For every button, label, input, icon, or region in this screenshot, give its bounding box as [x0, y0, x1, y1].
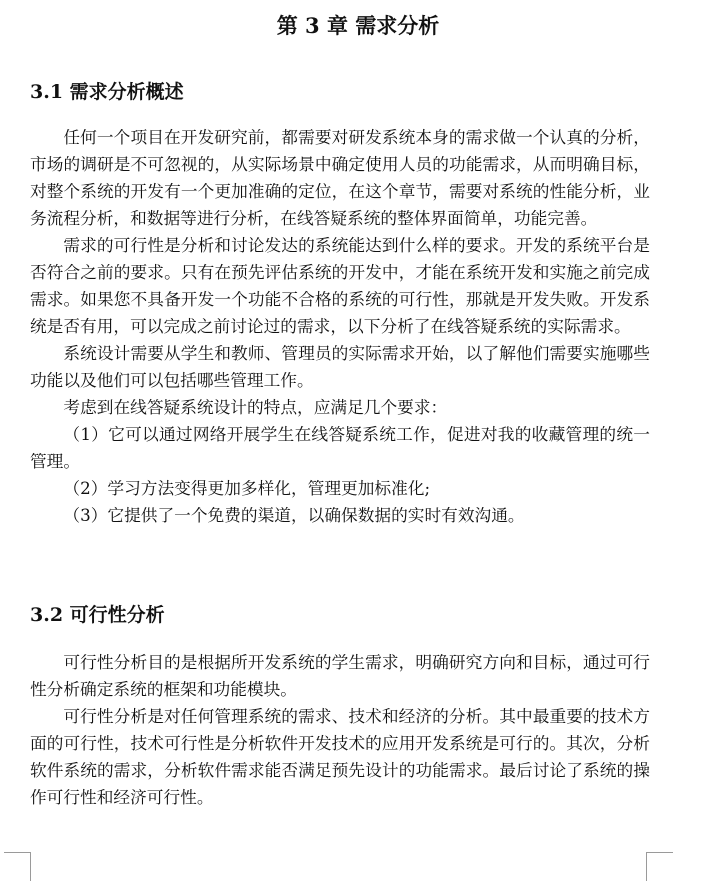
chapter-title: 第 3 章 需求分析 [276, 13, 440, 38]
list-item: （1）它可以通过网络开展学生在线答疑系统工作，促进对我的收藏管理的统一管理。 [30, 424, 650, 471]
paragraph: 可行性分析是对任何管理系统的需求、技术和经济的分析。其中最重要的技术方面的可行性，技术可行性是分析软件开发技术的应用开发系统是可行的。其次，分析软件系统的需求，分析软件需求能否满足预先设计的功能需求。最后讨论了系统的操作可行性和经济可行性。 [30, 706, 650, 807]
section-heading-3-1: 3.1 需求分析概述 [30, 81, 184, 103]
paragraph: 系统设计需要从学生和教师、管理员的实际需求开始，以了解他们需要实施哪些功能以及他们可以包括哪些管理工作。 [30, 343, 650, 390]
page-corner-mark-right [646, 852, 673, 881]
paragraph: 可行性分析目的是根据所开发系统的学生需求，明确研究方向和目标，通过可行性分析确定系统的框架和功能模块。 [30, 652, 650, 699]
section-3-2-body [30, 649, 650, 811]
list-item: （3）它提供了一个免费的渠道，以确保数据的实时有效沟通。 [63, 505, 525, 525]
paragraph: 任何一个项目在开发研究前，都需要对研发系统本身的需求做一个认真的分析，市场的调研是不可忽视的，从实际场景中确定使用人员的功能需求，从而明确目标，对整个系统的开发有一个更加准确的定位，在这个章节，需要对系统的性能分析，业务流程分析，和数据等进行分析，在线答疑系统的整体界面简单，功能完善。 [30, 127, 650, 228]
list-item: （2）学习方法变得更加多样化，管理更加标准化; [63, 478, 431, 498]
paragraph: 需求的可行性是分析和讨论发达的系统能达到什么样的要求。开发的系统平台是否符合之前的要求。只有在预先评估系统的开发中，才能在系统开发和实施之前完成需求。如果您不具备开发一个功能不合格的系统的可行性，那就是开发失败。开发系统是否有用，可以完成之前讨论过的需求，以下分析了在线答疑系统的实际需求。 [30, 235, 650, 336]
section-heading-3-2: 3.2 可行性分析 [30, 604, 165, 626]
paragraph: 考虑到在线答疑系统设计的特点，应满足几个要求： [63, 397, 448, 417]
page-corner-mark-left [4, 852, 31, 881]
section-3-1-body [30, 124, 650, 529]
